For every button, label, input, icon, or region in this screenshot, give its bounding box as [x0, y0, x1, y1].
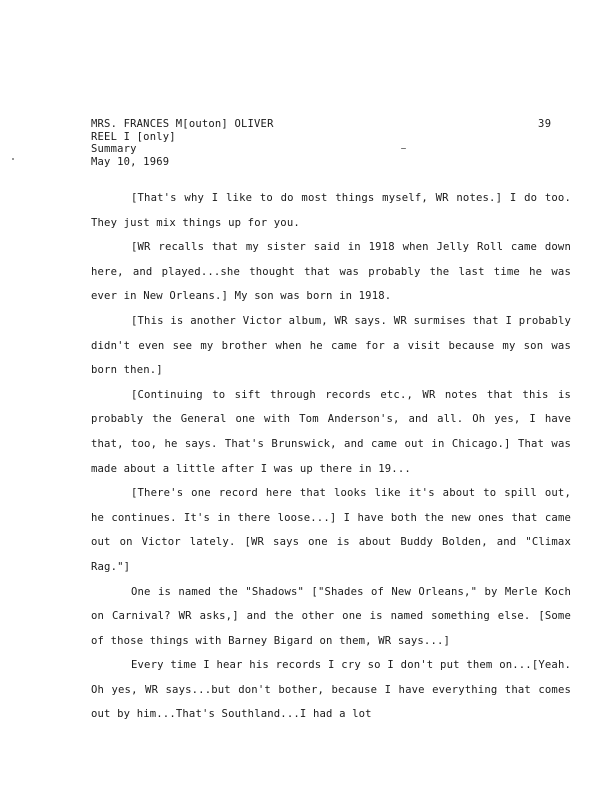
interviewee-name: MRS. FRANCES M[outon] OLIVER [91, 118, 274, 130]
transcript-paragraph: [WR recalls that my sister said in 1918 when Jelly Roll came down here, and played...she thought that was probably the last time he was ever in New Orleans.] My son was born in 1918. [91, 241, 571, 303]
scan-speck [12, 158, 14, 160]
document-type: Summary [91, 143, 137, 156]
transcript-body [91, 186, 571, 727]
scan-speck [401, 148, 406, 149]
transcript-paragraph: One is named the "Shadows" ["Shades of New Orleans," by Merle Koch on Carnival? WR asks,] and the other one is named something else. [Some of those things with Barney Bigard on them, WR says...] [91, 585, 571, 647]
transcript-paragraph: [Continuing to sift through records etc., WR notes that this is probably the General one with Tom Anderson's, and all. Oh yes, I have that, too, he says. That's Brunswick, and came out in Chicago.] That was made about a little after I was up there in 19... [91, 388, 571, 475]
page-number: 39 [538, 118, 552, 130]
transcript-paragraph: Every time I hear his records I cry so I don't put them on...[Yeah. Oh yes, WR says...but don't bother, because I have everything that comes out by him...That's Southland...I had a lot [91, 659, 571, 721]
reel-label: REEL I [only] [91, 130, 176, 143]
transcript-paragraph: [That's why I like to do most things myself, WR notes.] I do too. They just mix things up for you. [91, 192, 571, 229]
interview-date: May 10, 1969 [91, 155, 170, 168]
transcript-paragraph: [There's one record here that looks like it's about to spill out, he continues. It's in there loose...] I have both the new ones that came out on Victor lately. [WR says one is about Buddy Bolden, and "Climax Rag."] [91, 487, 571, 573]
document-header [91, 118, 274, 168]
transcript-paragraph: [This is another Victor album, WR says. WR surmises that I probably didn't even see my brother when he came for a visit because my son was born then.] [91, 314, 571, 377]
